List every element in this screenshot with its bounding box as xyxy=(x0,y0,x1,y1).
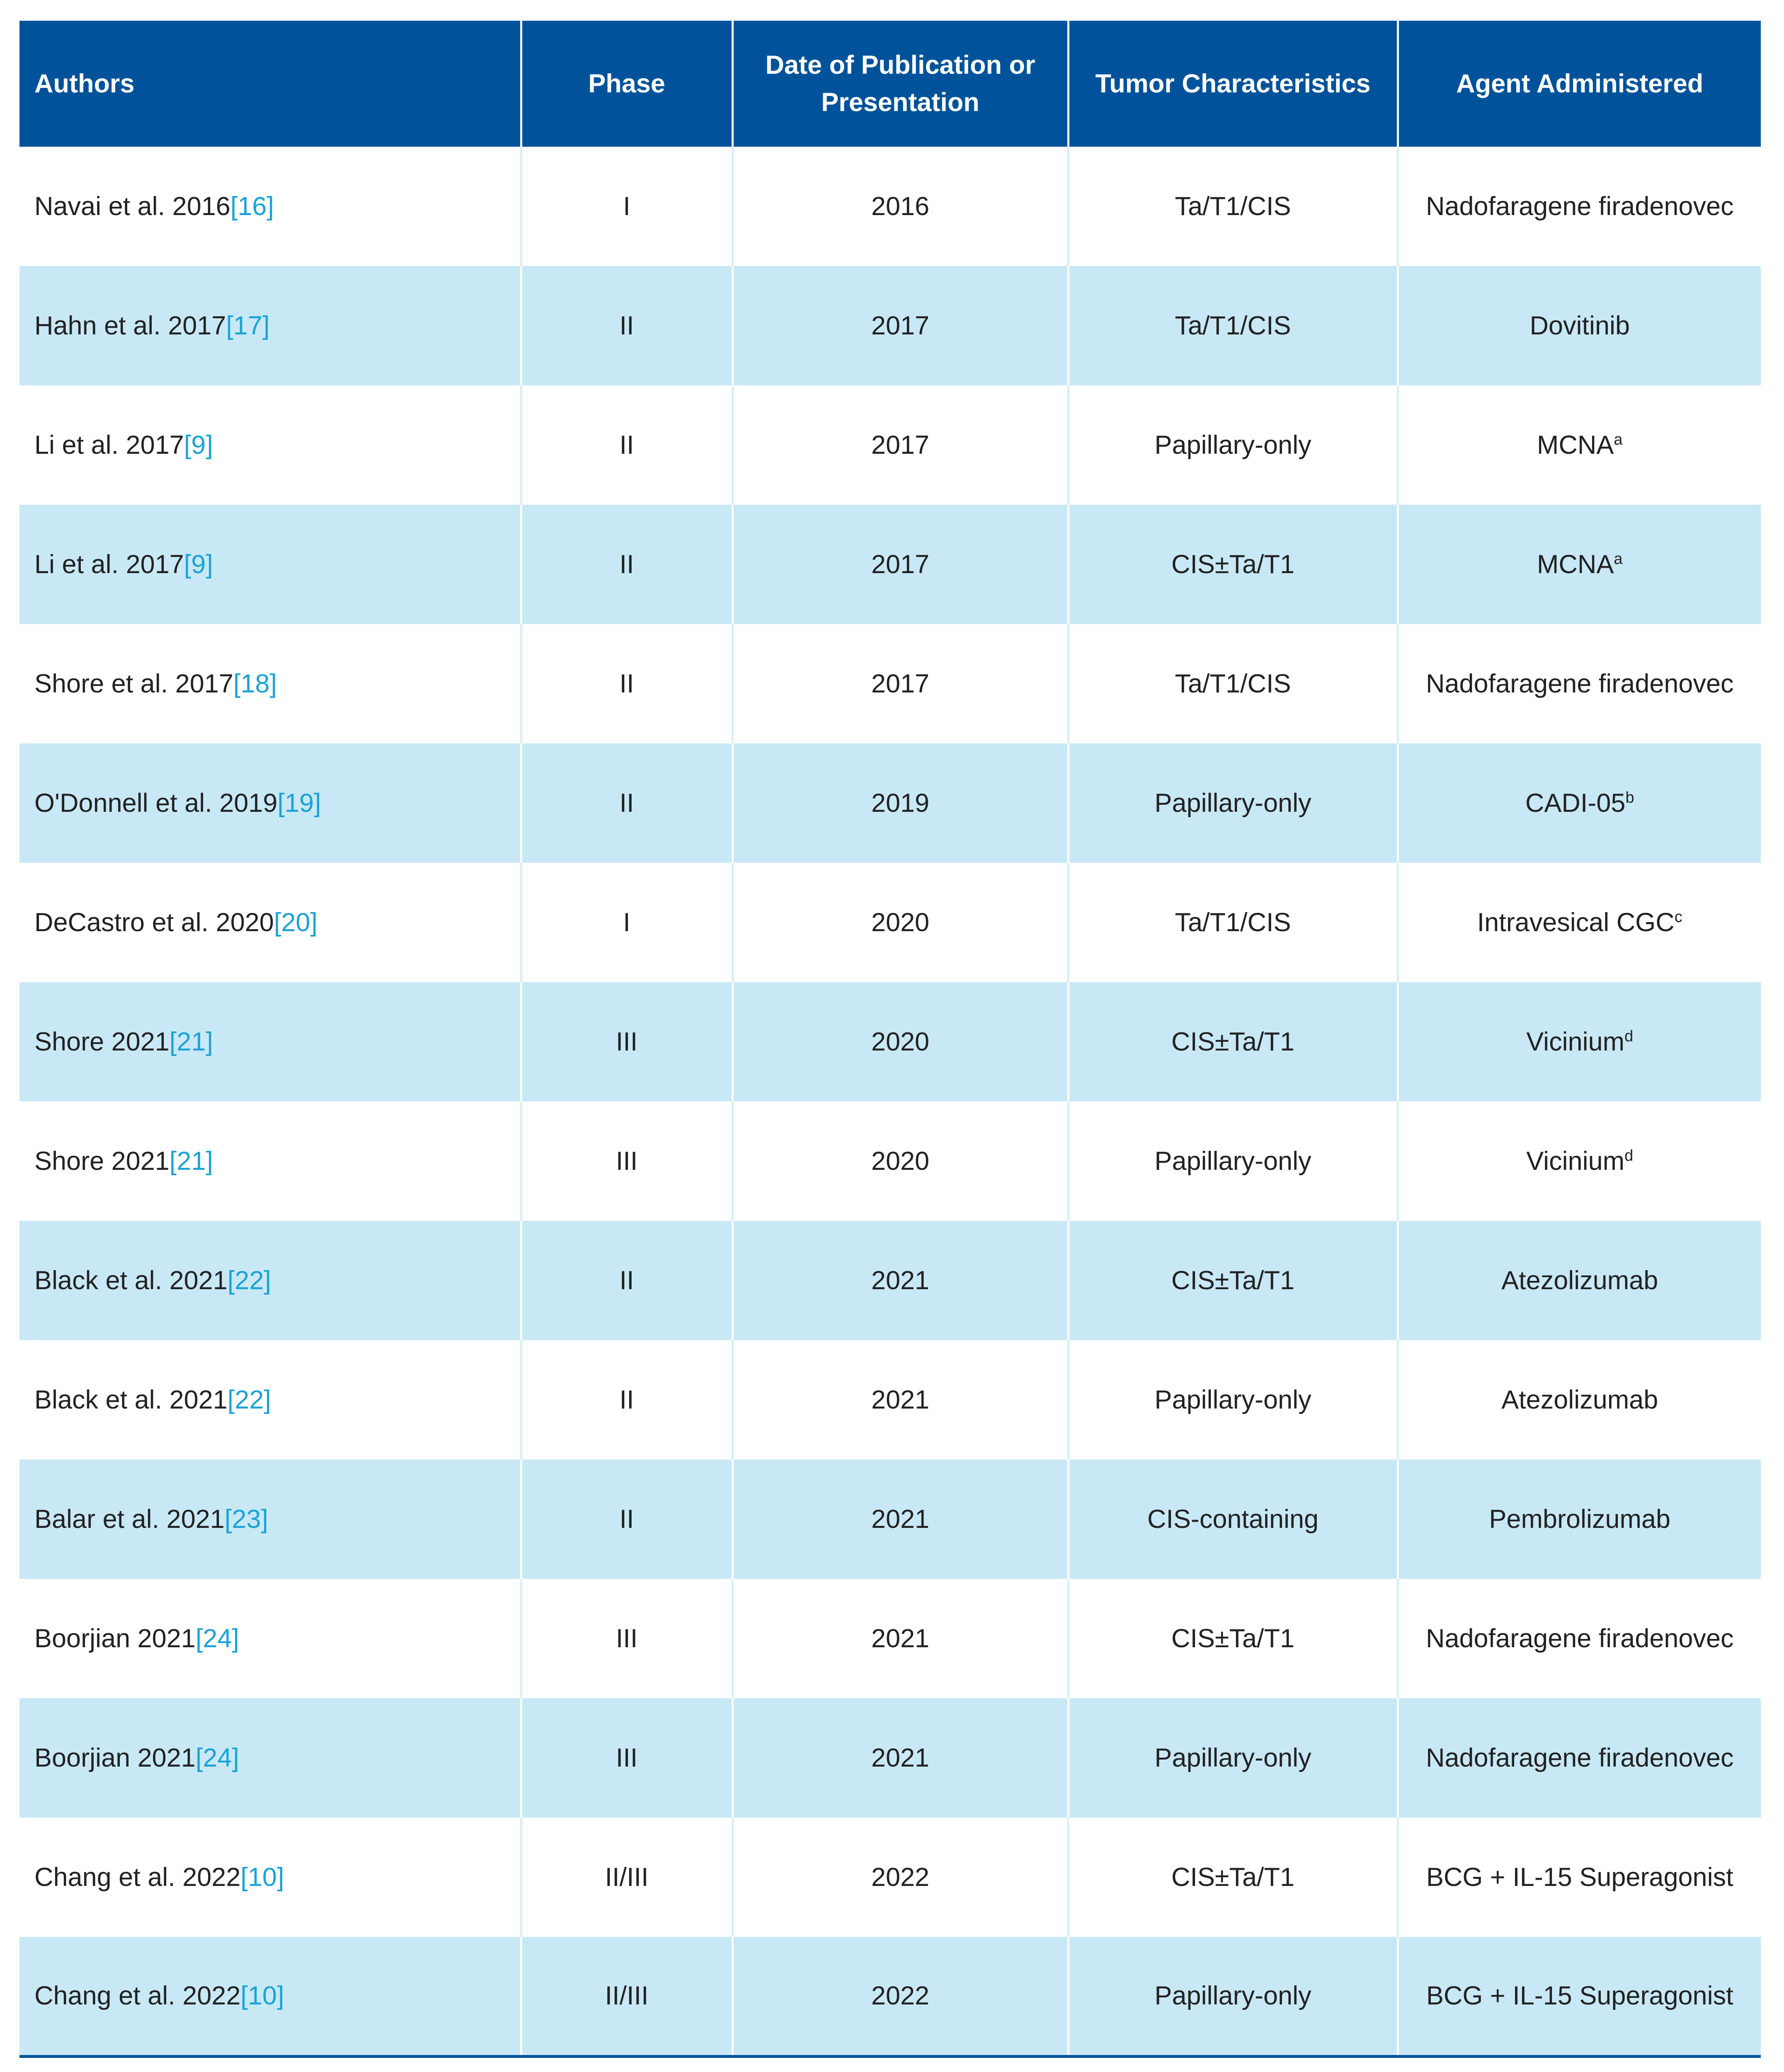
cell-date: 2020 xyxy=(732,1101,1068,1221)
cell-phase: II/III xyxy=(521,1818,732,1937)
cell-author xyxy=(19,1101,521,1221)
cell-date: 2022 xyxy=(732,1937,1068,2056)
cell-phase: II xyxy=(521,1340,732,1460)
cell-agent xyxy=(1398,147,1761,266)
agent-name: BCG + IL-15 Superagonist xyxy=(1426,1863,1733,1892)
cell-author xyxy=(19,1460,521,1579)
header-row xyxy=(19,21,1761,147)
footnote-marker: b xyxy=(1625,789,1634,806)
cell-author xyxy=(19,147,521,266)
cell-date: 2022 xyxy=(732,1818,1068,1937)
reference-link[interactable]: [22] xyxy=(227,1266,271,1295)
cell-phase: II xyxy=(521,624,732,743)
agent-name: CADI-05 xyxy=(1525,789,1626,818)
table-body xyxy=(19,147,1761,2056)
footnote-marker: a xyxy=(1614,550,1623,568)
author-name: Black et al. 2021 xyxy=(34,1385,228,1414)
reference-link[interactable]: [18] xyxy=(233,669,277,698)
table-row xyxy=(19,1221,1761,1340)
cell-author xyxy=(19,266,521,385)
table-row xyxy=(19,624,1761,743)
cell-tumor: CIS±Ta/T1 xyxy=(1068,1221,1398,1340)
agent-name: Dovitinib xyxy=(1529,311,1630,340)
reference-link[interactable]: [19] xyxy=(277,789,321,818)
cell-phase: II xyxy=(521,1460,732,1579)
table-row xyxy=(19,982,1761,1101)
footnote-marker: c xyxy=(1674,908,1682,926)
cell-tumor: Ta/T1/CIS xyxy=(1068,266,1398,385)
cell-tumor: Ta/T1/CIS xyxy=(1068,147,1398,266)
cell-author xyxy=(19,385,521,505)
cell-tumor: Ta/T1/CIS xyxy=(1068,624,1398,743)
cell-agent xyxy=(1398,1818,1761,1937)
reference-link[interactable]: [10] xyxy=(240,1863,284,1892)
cell-date: 2020 xyxy=(732,982,1068,1101)
reference-link[interactable]: [16] xyxy=(230,192,274,221)
cell-date: 2020 xyxy=(732,863,1068,982)
reference-link[interactable]: [24] xyxy=(195,1743,239,1772)
cell-date: 2017 xyxy=(732,505,1068,624)
cell-phase: II xyxy=(521,1221,732,1340)
cell-phase: III xyxy=(521,982,732,1101)
footnote-marker: d xyxy=(1624,1028,1634,1045)
cell-date: 2021 xyxy=(732,1340,1068,1460)
header-date: Date of Publication or Presentation xyxy=(732,21,1068,147)
reference-link[interactable]: [10] xyxy=(240,1981,284,2011)
reference-link[interactable]: [17] xyxy=(226,311,270,340)
cell-tumor: Papillary-only xyxy=(1068,385,1398,505)
table-row xyxy=(19,505,1761,624)
cell-tumor: Ta/T1/CIS xyxy=(1068,863,1398,982)
reference-link[interactable]: [22] xyxy=(227,1385,271,1414)
author-name: Navai et al. 2016 xyxy=(34,192,230,221)
cell-agent xyxy=(1398,624,1761,743)
table-row xyxy=(19,1340,1761,1460)
trials-table-container xyxy=(19,21,1761,2058)
header-phase: Phase xyxy=(521,21,732,147)
cell-agent xyxy=(1398,1460,1761,1579)
cell-tumor: CIS±Ta/T1 xyxy=(1068,1818,1398,1937)
agent-name: Pembrolizumab xyxy=(1489,1505,1671,1534)
cell-phase: II/III xyxy=(521,1937,732,2056)
agent-name: MCNA xyxy=(1537,431,1614,460)
cell-phase: III xyxy=(521,1579,732,1698)
cell-phase: II xyxy=(521,743,732,863)
cell-phase: III xyxy=(521,1101,732,1221)
cell-author xyxy=(19,982,521,1101)
author-name: Hahn et al. 2017 xyxy=(34,311,226,340)
cell-author xyxy=(19,1698,521,1818)
cell-tumor: Papillary-only xyxy=(1068,1698,1398,1818)
cell-agent xyxy=(1398,266,1761,385)
agent-name: BCG + IL-15 Superagonist xyxy=(1426,1981,1733,2011)
reference-link[interactable]: [23] xyxy=(224,1505,268,1534)
agent-name: Nadofaragene firadenovec xyxy=(1425,1624,1734,1653)
author-name: Balar et al. 2021 xyxy=(34,1505,225,1534)
table-row xyxy=(19,863,1761,982)
author-name: Chang et al. 2022 xyxy=(34,1981,241,2011)
cell-author xyxy=(19,1579,521,1698)
cell-date: 2021 xyxy=(732,1698,1068,1818)
cell-phase: II xyxy=(521,266,732,385)
cell-tumor: CIS-containing xyxy=(1068,1460,1398,1579)
author-name: Li et al. 2017 xyxy=(34,550,184,579)
cell-date: 2019 xyxy=(732,743,1068,863)
cell-author xyxy=(19,863,521,982)
cell-agent xyxy=(1398,1221,1761,1340)
author-name: Shore 2021 xyxy=(34,1027,170,1056)
cell-date: 2016 xyxy=(732,147,1068,266)
cell-date: 2021 xyxy=(732,1579,1068,1698)
cell-tumor: Papillary-only xyxy=(1068,1340,1398,1460)
table-row xyxy=(19,147,1761,266)
cell-agent xyxy=(1398,863,1761,982)
cell-author xyxy=(19,1340,521,1460)
cell-agent xyxy=(1398,1101,1761,1221)
footnote-marker: a xyxy=(1614,431,1623,448)
agent-name: Nadofaragene firadenovec xyxy=(1425,1743,1734,1772)
trials-table xyxy=(19,21,1761,2058)
agent-name: Atezolizumab xyxy=(1501,1385,1658,1414)
cell-author xyxy=(19,1818,521,1937)
cell-date: 2017 xyxy=(732,385,1068,505)
author-name: Chang et al. 2022 xyxy=(34,1863,241,1892)
cell-phase: I xyxy=(521,863,732,982)
author-name: DeCastro et al. 2020 xyxy=(34,908,274,937)
cell-tumor: Papillary-only xyxy=(1068,743,1398,863)
cell-agent xyxy=(1398,982,1761,1101)
reference-link[interactable]: [9] xyxy=(184,431,213,460)
cell-agent xyxy=(1398,1340,1761,1460)
cell-agent xyxy=(1398,1579,1761,1698)
table-row xyxy=(19,385,1761,505)
cell-author xyxy=(19,1937,521,2056)
agent-name: Nadofaragene firadenovec xyxy=(1425,669,1734,698)
cell-tumor: Papillary-only xyxy=(1068,1937,1398,2056)
cell-phase: III xyxy=(521,1698,732,1818)
reference-link[interactable]: [21] xyxy=(169,1147,213,1176)
cell-agent xyxy=(1398,385,1761,505)
reference-link[interactable]: [21] xyxy=(169,1027,213,1056)
table-row xyxy=(19,743,1761,863)
table-row xyxy=(19,1698,1761,1818)
agent-name: Intravesical CGC xyxy=(1477,908,1675,937)
cell-agent xyxy=(1398,1698,1761,1818)
cell-date: 2021 xyxy=(732,1221,1068,1340)
cell-phase: II xyxy=(521,505,732,624)
author-name: Shore 2021 xyxy=(34,1147,170,1176)
agent-name: Vicinium xyxy=(1526,1027,1625,1056)
agent-name: Vicinium xyxy=(1526,1147,1625,1176)
reference-link[interactable]: [24] xyxy=(195,1624,239,1653)
cell-agent xyxy=(1398,505,1761,624)
header-authors: Authors xyxy=(19,21,521,147)
table-row xyxy=(19,1460,1761,1579)
agent-name: Atezolizumab xyxy=(1501,1266,1658,1295)
table-row xyxy=(19,1937,1761,2056)
reference-link[interactable]: [20] xyxy=(274,908,318,937)
author-name: O'Donnell et al. 2019 xyxy=(34,789,278,818)
table-row xyxy=(19,1101,1761,1221)
cell-author xyxy=(19,624,521,743)
header-tumor: Tumor Characteristics xyxy=(1068,21,1398,147)
author-name: Shore et al. 2017 xyxy=(34,669,233,698)
cell-phase: II xyxy=(521,385,732,505)
cell-tumor: CIS±Ta/T1 xyxy=(1068,505,1398,624)
table-row xyxy=(19,1818,1761,1937)
header-agent: Agent Administered xyxy=(1398,21,1761,147)
cell-tumor: CIS±Ta/T1 xyxy=(1068,982,1398,1101)
author-name: Boorjian 2021 xyxy=(34,1743,196,1772)
author-name: Li et al. 2017 xyxy=(34,431,184,460)
cell-agent xyxy=(1398,743,1761,863)
cell-author xyxy=(19,1221,521,1340)
agent-name: Nadofaragene firadenovec xyxy=(1425,192,1734,221)
table-header xyxy=(19,21,1761,147)
table-row xyxy=(19,1579,1761,1698)
cell-author xyxy=(19,743,521,863)
cell-date: 2021 xyxy=(732,1460,1068,1579)
table-row xyxy=(19,266,1761,385)
reference-link[interactable]: [9] xyxy=(184,550,213,579)
cell-tumor: Papillary-only xyxy=(1068,1101,1398,1221)
cell-author xyxy=(19,505,521,624)
cell-tumor: CIS±Ta/T1 xyxy=(1068,1579,1398,1698)
author-name: Boorjian 2021 xyxy=(34,1624,196,1653)
cell-date: 2017 xyxy=(732,266,1068,385)
cell-phase: I xyxy=(521,147,732,266)
agent-name: MCNA xyxy=(1537,550,1614,579)
cell-date: 2017 xyxy=(732,624,1068,743)
author-name: Black et al. 2021 xyxy=(34,1266,228,1295)
footnote-marker: d xyxy=(1624,1147,1634,1164)
cell-agent xyxy=(1398,1937,1761,2056)
